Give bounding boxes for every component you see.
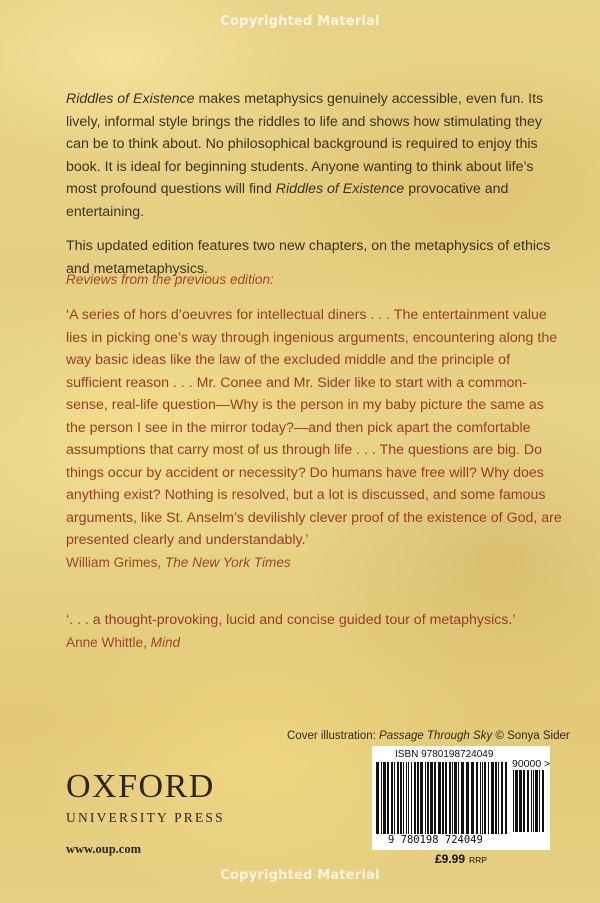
review-attribution: William Grimes, The New York Times [66, 554, 291, 570]
book-description [66, 88, 566, 292]
review-quote-1 [66, 304, 566, 574]
ean-digits: 9 780198 724049 [388, 834, 483, 846]
publisher-subname: UNIVERSITY PRESS [66, 810, 225, 825]
book-title-italic: Riddles of Existence [66, 91, 195, 107]
review-attribution: Anne Whittle, Mind [66, 634, 181, 650]
description-paragraph-2: This updated edition features two new chapters, on the metaphysics of ethics and metametaphysics. [66, 238, 551, 277]
addon-barcode-icon [513, 770, 547, 832]
review-quote-2 [66, 609, 566, 654]
book-title-italic: Riddles of Existence [275, 181, 405, 197]
watermark-top: Copyrighted Material [220, 14, 380, 29]
publisher-name: OXFORD [66, 768, 215, 805]
publisher-url: www.oup.com [66, 842, 142, 856]
watermark-bottom: Copyrighted Material [220, 868, 380, 883]
cover-illustration-credit: Cover illustration: Passage Through Sky © Sonya Sider [287, 730, 570, 742]
reviews-label: Reviews from the previous edition: [66, 272, 274, 287]
review-text: ‘A series of hors d’oeuvres for intellectual diners . . . The entertainment value lies in picking one’s way through ingenious arguments, encountering along the way basic ideas like the law of the excluded middle and the principle of sufficient reason . . . Mr. Conee and Mr. Sider like to start with a common-sense, real-life question—Why is the person in my baby picture the same as the person I see in the mirror today?—and then pick apart the comfortable assumptions that carry most of us through life . . . The questions are big. Do things occur by accident or necessity? Do humans have free will? Why does anything exist? Nothing is resolved, but a lot is discussed, and some famous arguments, like St. Anselm’s devilishly clever proof of the existence of God, are presented clearly and understandably.’ [66, 307, 562, 548]
description-paragraph-1: Riddles of Existence makes metaphysics genuinely accessible, even fun. Its lively, informal style brings the riddles to life and shows how stimulating they can be to think about. No philosophical background is required to enjoy this book. It is ideal for beginning students. Anyone wanting to think about life’s most profound questions will find Riddles of Existence provocative and entertaining. [66, 91, 544, 220]
price-code: 90000 > [512, 758, 551, 770]
review-text: ‘. . . a thought-provoking, lucid and concise guided tour of metaphysics.’ [66, 612, 516, 628]
publisher-logo [66, 768, 225, 826]
barcode-icon [376, 762, 508, 834]
price: £9.99 RRP [435, 852, 487, 866]
isbn-label: ISBN 9780198724049 [395, 749, 494, 760]
